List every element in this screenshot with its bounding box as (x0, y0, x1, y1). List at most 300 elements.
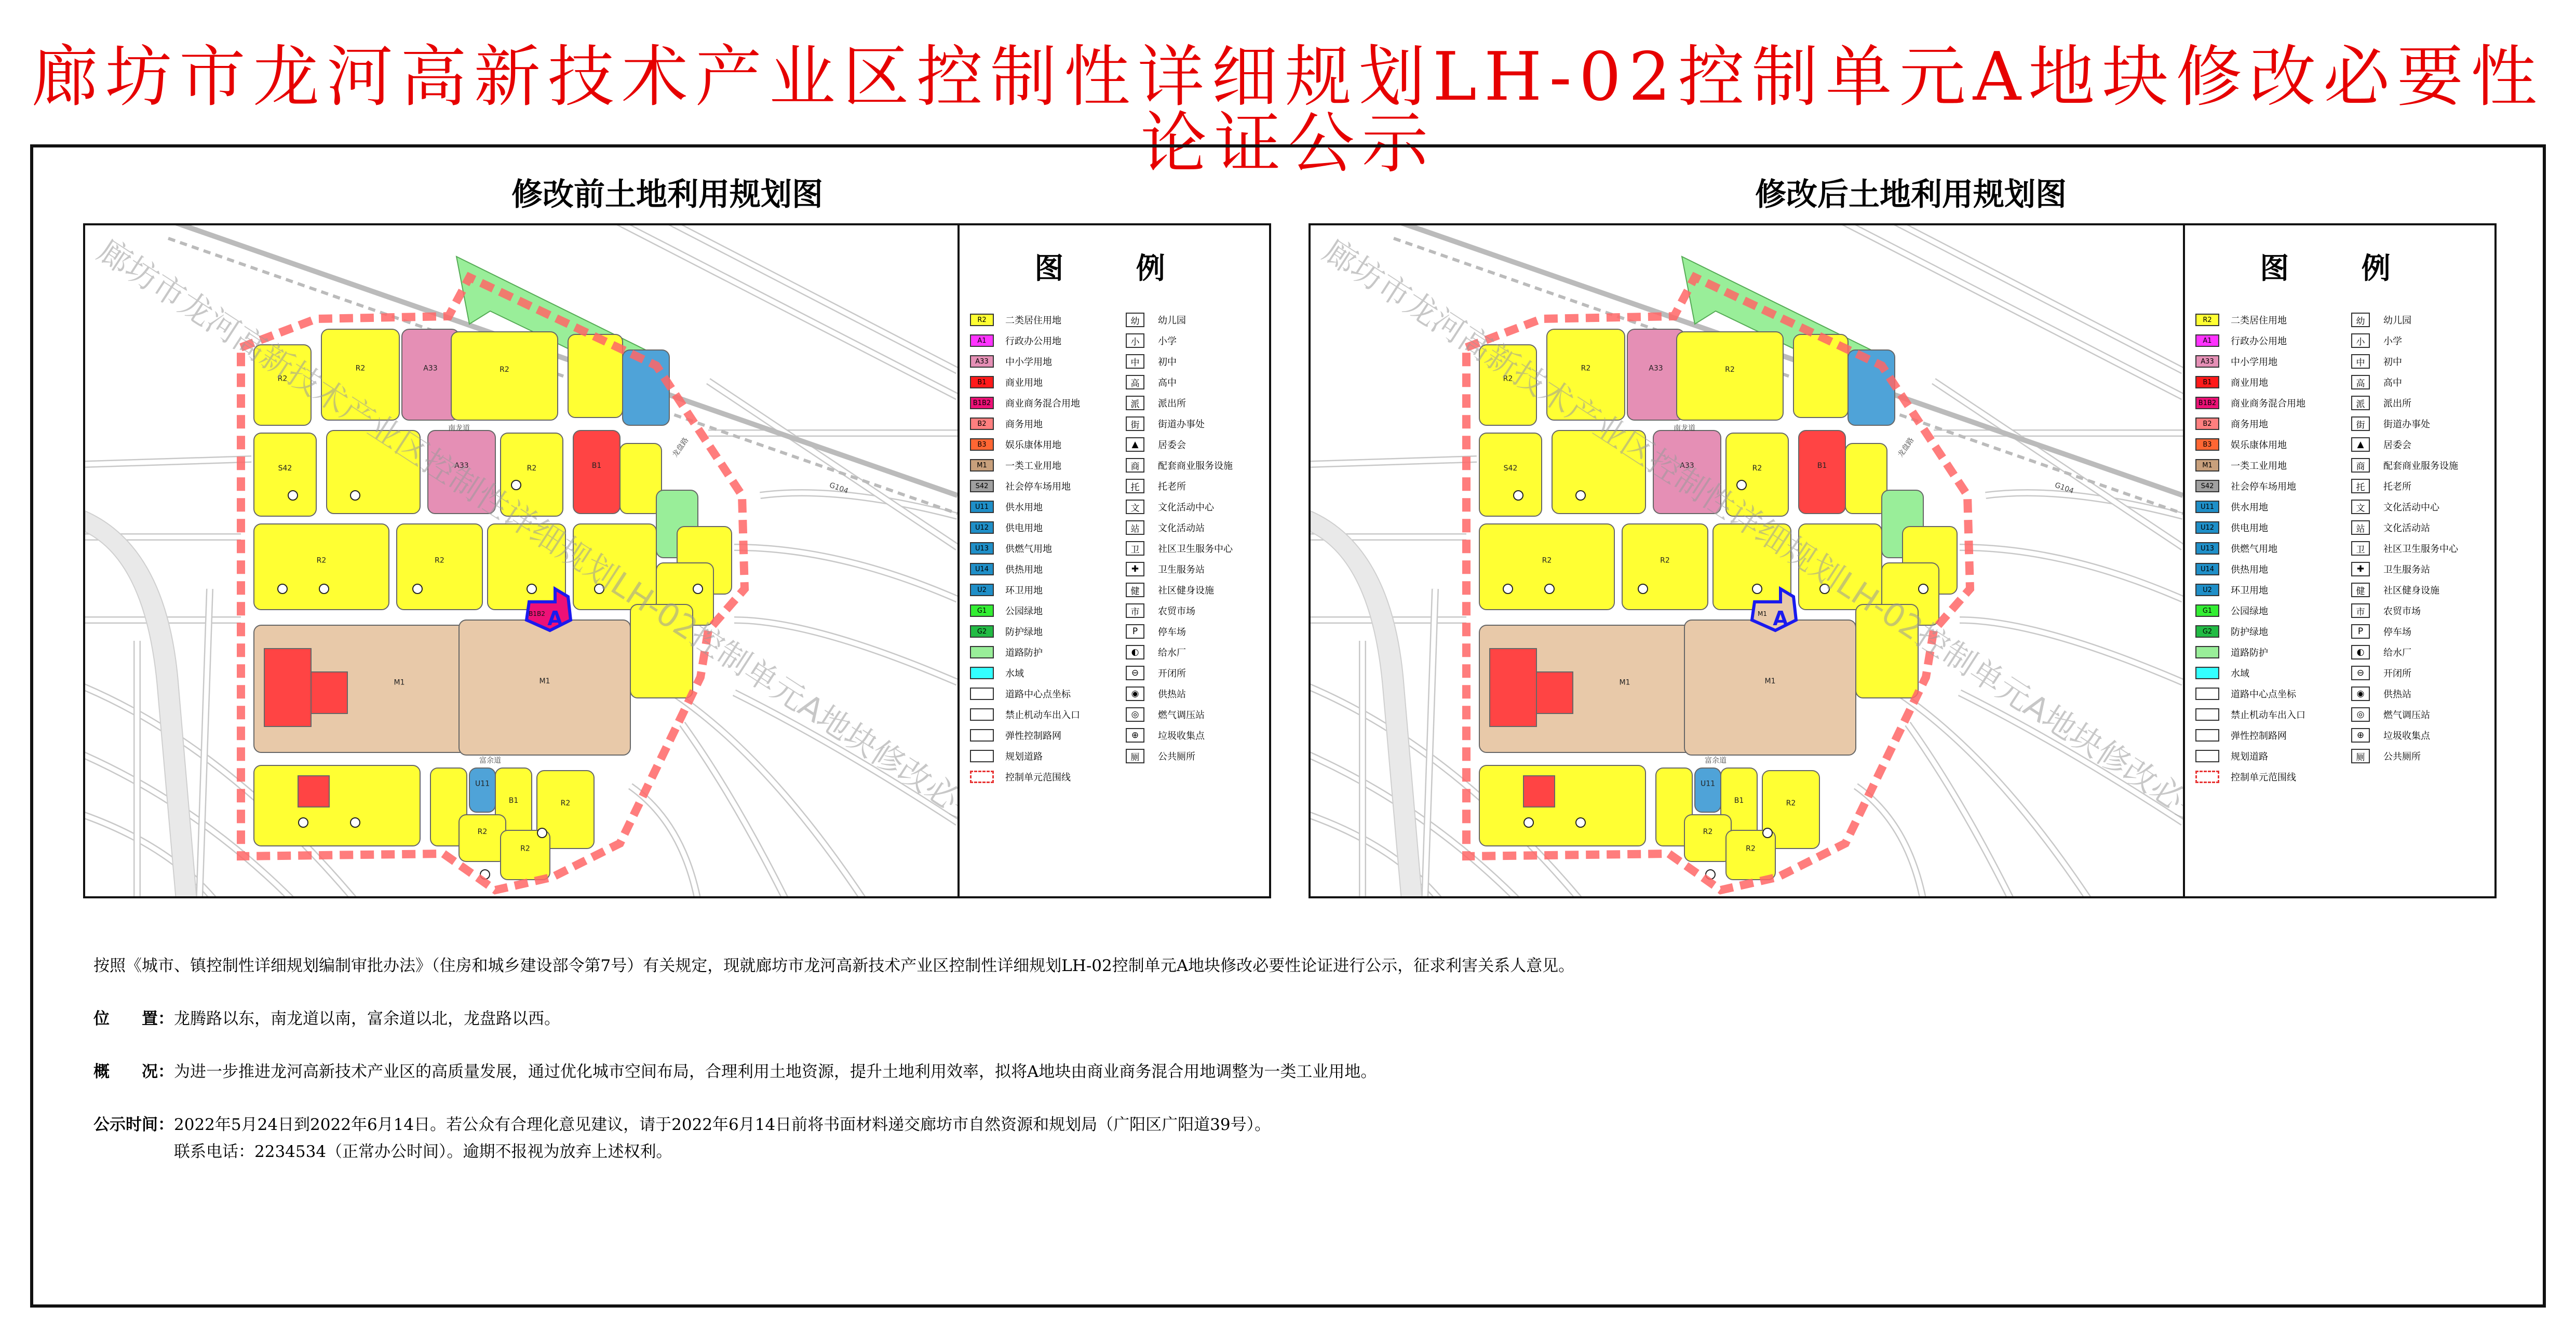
facility-symbol-icon: 街 (2351, 416, 2370, 431)
plot-a-letter-label: A (547, 607, 563, 630)
legend-item (2195, 704, 2305, 725)
legend-swatch (2195, 667, 2219, 679)
legend-swatch: U13 (2195, 542, 2219, 555)
legend-swatch: U14 (2195, 563, 2219, 575)
legend-item (970, 704, 1080, 725)
land-parcel (397, 524, 482, 610)
facility-symbol-icon: 中 (1126, 354, 1144, 369)
commercial-parcel (1490, 649, 1536, 726)
legend-label: 弹性控制路网 (1005, 731, 1061, 742)
facility-symbol-icon: ◉ (2351, 686, 2370, 701)
legend-label: 供热站 (1158, 689, 1186, 700)
parcel-code-label: S42 (1503, 464, 1518, 473)
parcel-code-label: R2 (1503, 374, 1513, 383)
legend-label: 道路防护 (1005, 648, 1043, 658)
legend-item (1126, 725, 1233, 746)
legend-swatch: A1 (2195, 334, 2219, 347)
land-parcel (1677, 332, 1783, 420)
commercial-parcel (1523, 776, 1555, 807)
road-name-label: G104 (2053, 481, 2075, 496)
legend-item (970, 351, 1080, 372)
land-use-map-svg (85, 225, 957, 896)
facility-symbol-icon (1514, 491, 1523, 500)
plot-a-code-label: M1 (1758, 610, 1767, 617)
road-name-label: 富余道 (1705, 757, 1727, 765)
legend-label: 小学 (1158, 336, 1177, 347)
legend-item (2195, 434, 2305, 455)
parcel-code-label: B1 (591, 462, 602, 470)
legend-swatch: U12 (970, 521, 994, 534)
legend-label: 道路中心点坐标 (2231, 689, 2296, 700)
parcel-code-label: R2 (1581, 364, 1591, 373)
legend-item (1126, 393, 1233, 413)
legend-label: 供热用地 (1005, 564, 1043, 575)
legend-item (1126, 455, 1233, 476)
legend-item (2351, 413, 2458, 434)
page-title: 廊坊市龙河高新技术产业区控制性详细规划LH-02控制单元A地块修改必要性论证公示 (31, 38, 2545, 182)
legend-label: 二类居住用地 (1005, 315, 1061, 326)
land-parcel (254, 524, 389, 610)
legend-item (2195, 683, 2305, 704)
legend-label: 卫生服务站 (2383, 564, 2430, 575)
parcel-code-label: R2 (520, 844, 530, 853)
facility-symbol-icon (1737, 480, 1746, 490)
facility-symbol-icon: 托 (1126, 479, 1144, 493)
facility-symbol-icon (537, 828, 547, 838)
legend-item (2351, 372, 2458, 393)
facility-symbol-icon: 高 (1126, 375, 1144, 389)
legend-label: 防护绿地 (2231, 627, 2268, 638)
legend-item (970, 413, 1080, 434)
legend-label: 社区卫生服务中心 (2383, 544, 2458, 555)
facility-symbol-icon: ⊖ (2351, 666, 2370, 680)
land-parcel (469, 768, 495, 812)
land-parcel (254, 433, 316, 516)
legend-swatch: B1 (2195, 376, 2219, 388)
facility-symbol-icon: ◐ (1126, 645, 1144, 659)
facility-symbol-icon: P (1126, 624, 1144, 639)
legend (2183, 225, 2494, 896)
facility-symbol-icon (511, 480, 521, 490)
parcel-code-label: R2 (435, 556, 444, 565)
land-use-map-svg (1311, 225, 2183, 896)
legend-swatch (2195, 708, 2219, 721)
legend-item (1126, 580, 1233, 600)
legend-item (2351, 309, 2458, 330)
legend-label: 防护绿地 (1005, 627, 1043, 638)
legend-label: 社区健身设施 (1158, 585, 1214, 596)
legend-label: 公园绿地 (1005, 606, 1043, 617)
parcel-code-label: A33 (1649, 364, 1663, 373)
facility-symbol-icon (1752, 584, 1762, 594)
facility-symbol-icon: ◎ (2351, 707, 2370, 722)
legend-swatch: G2 (2195, 625, 2219, 638)
legend-item (2195, 559, 2305, 580)
map-panel-before (83, 223, 1271, 898)
parcel-code-label: R2 (1542, 556, 1552, 565)
legend-item (970, 309, 1080, 330)
road-name-label: 富余道 (479, 757, 501, 765)
legend-item (2351, 455, 2458, 476)
road-name-label: 南龙道 (448, 424, 470, 433)
legend-item (2351, 476, 2458, 496)
legend-item (970, 372, 1080, 393)
legend-swatch: M1 (970, 459, 994, 472)
legend-item (970, 517, 1080, 538)
parcel-code-label: B1 (1817, 462, 1827, 470)
parcel-code-label: R2 (527, 464, 537, 473)
parcel-code-label: M1 (1764, 677, 1776, 685)
legend-label: 娱乐康体用地 (1005, 440, 1061, 451)
legend-item (1126, 538, 1233, 559)
facility-symbol-icon (319, 584, 329, 594)
parcel-code-label: S42 (278, 464, 292, 473)
legend-swatch: S42 (2195, 480, 2219, 492)
legend-item (1126, 683, 1233, 704)
legend-label: 商业用地 (1005, 378, 1043, 388)
facility-symbol-icon (350, 491, 360, 500)
legend-item (1126, 746, 1233, 766)
facility-symbol-icon: 幼 (2351, 313, 2370, 327)
legend-label: 文化活动站 (2383, 523, 2430, 534)
legend-label: 停车场 (1158, 627, 1186, 638)
facility-symbol-icon: P (2351, 624, 2370, 639)
legend-label: 二类居住用地 (2231, 315, 2287, 326)
legend-label: 商务用地 (2231, 419, 2268, 430)
legend-label: 供燃气用地 (2231, 544, 2277, 555)
period-text: 2022年5月24日到2022年6月14日。若公众有合理化意见建议，请于2022年6月14日前将书面材料递交廊坊市自然资源和规划局（广阳区广阳道39号）。 (174, 1115, 1271, 1134)
legend-label: 水域 (2231, 668, 2249, 679)
legend-item (2195, 725, 2305, 746)
legend-swatch: U14 (970, 563, 994, 575)
notice-overview (93, 1064, 1377, 1080)
legend-item (2351, 704, 2458, 725)
legend-swatch: U11 (2195, 501, 2219, 513)
legend-item (1126, 559, 1233, 580)
legend-item (1126, 496, 1233, 517)
legend-item (2351, 517, 2458, 538)
parcel-code-label: R2 (560, 799, 571, 807)
facility-symbol-icon (1763, 828, 1772, 838)
legend-item (970, 725, 1080, 746)
legend-swatch: M1 (2195, 459, 2219, 472)
legend-label: 环卫用地 (2231, 585, 2268, 596)
legend-label: 燃气调压站 (2383, 710, 2430, 721)
legend-item (2351, 559, 2458, 580)
commercial-parcel (311, 672, 347, 713)
legend-label: 行政办公用地 (1005, 336, 1061, 347)
legend-item (2351, 393, 2458, 413)
facility-symbol-icon (527, 584, 536, 594)
facility-symbol-icon: 市 (1126, 603, 1144, 618)
legend-swatch (970, 667, 994, 679)
facility-symbol-icon: 街 (1126, 416, 1144, 431)
facility-symbol-icon: 站 (2351, 520, 2370, 535)
facility-symbol-icon (693, 584, 703, 594)
notice-contact: 联系电话：2234534（正常办公时间）。逾期不报视为放弃上述权利。 (174, 1142, 672, 1161)
legend-item (2195, 351, 2305, 372)
legend-label: 社会停车场用地 (1005, 481, 1071, 492)
legend-item (2351, 580, 2458, 600)
parcel-code-label: U11 (475, 779, 490, 788)
legend-label: 一类工业用地 (2231, 461, 2287, 472)
parcel-code-label: A33 (454, 462, 469, 470)
legend-item (970, 663, 1080, 683)
parcel-code-label: A33 (1680, 462, 1694, 470)
facility-symbol-icon: 健 (1126, 583, 1144, 597)
legend-label: 一类工业用地 (1005, 461, 1061, 472)
legend-swatch: B2 (970, 418, 994, 430)
legend-label: 供水用地 (2231, 502, 2268, 513)
legend-label: 商业商务混合用地 (2231, 398, 2305, 409)
legend-label: 禁止机动车出入口 (2231, 710, 2305, 721)
legend-label: 卫生服务站 (1158, 564, 1205, 575)
facility-symbol-icon: 小 (2351, 333, 2370, 348)
legend-item (2195, 663, 2305, 683)
land-use-map (1311, 225, 2183, 896)
legend-label: 托老所 (2383, 481, 2411, 492)
legend-item (2351, 663, 2458, 683)
legend-item (970, 476, 1080, 496)
legend-item (2195, 330, 2305, 351)
legend-item (1126, 663, 1233, 683)
facility-symbol-icon (1638, 584, 1648, 594)
facility-symbol-icon: ⊕ (1126, 728, 1144, 743)
legend-label: 开闭所 (1158, 668, 1186, 679)
legend-label: 供燃气用地 (1005, 544, 1052, 555)
legend-swatch (970, 729, 994, 742)
map-panel-after (1309, 223, 2497, 898)
legend-label: 社会停车场用地 (2231, 481, 2296, 492)
legend-label: 规划道路 (1005, 751, 1043, 762)
legend-swatch: B2 (2195, 418, 2219, 430)
facility-symbol-icon: 站 (1126, 520, 1144, 535)
facility-symbol-icon: 中 (2351, 354, 2370, 369)
facility-symbol-icon: ▲ (1126, 437, 1144, 452)
legend-item (2351, 538, 2458, 559)
legend-swatch (970, 750, 994, 762)
legend-item (2195, 621, 2305, 642)
parcel-code-label: R2 (1725, 366, 1735, 374)
legend-item (1126, 642, 1233, 663)
legend-label: 供电用地 (1005, 523, 1043, 534)
legend-label: 环卫用地 (1005, 585, 1043, 596)
parcel-code-label: M1 (1619, 678, 1630, 687)
legend-label: 控制单元范围线 (2231, 772, 2296, 783)
legend-item (970, 746, 1080, 766)
land-parcel (623, 350, 669, 425)
land-parcel (573, 430, 620, 514)
legend-item (1126, 476, 1233, 496)
land-parcel (1695, 768, 1721, 812)
legend-swatch: U2 (2195, 584, 2219, 596)
parcel-code-label: B1 (508, 797, 519, 805)
overview-text: 为进一步推进龙河高新技术产业区的高质量发展，通过优化城市空间布局，合理利用土地资源，提升土地利用效率，拟将A地块由商业商务混合用地调整为一类工业用地。 (174, 1062, 1377, 1081)
legend-swatch (2195, 646, 2219, 658)
legend-label: 托老所 (1158, 481, 1186, 492)
legend-facility-column (1126, 309, 1233, 766)
legend-item (970, 766, 1080, 787)
legend-swatch: A1 (970, 334, 994, 347)
legend-swatch (2195, 729, 2219, 742)
legend-label: 社区卫生服务中心 (1158, 544, 1233, 555)
road-name-label: 南龙道 (1674, 424, 1695, 433)
legend-item (2351, 330, 2458, 351)
facility-symbol-icon (299, 818, 308, 827)
legend-label: 社区健身设施 (2383, 585, 2439, 596)
legend-label: 供电用地 (2231, 523, 2268, 534)
legend-title: 图 例 (1034, 251, 1196, 286)
land-parcel (451, 332, 558, 420)
legend-item (2351, 600, 2458, 621)
legend-item (1126, 621, 1233, 642)
legend-item (2195, 372, 2305, 393)
legend-item (970, 559, 1080, 580)
commercial-parcel (264, 649, 311, 726)
legend-label: 供热用地 (2231, 564, 2268, 575)
legend-item (970, 621, 1080, 642)
legend-item (2195, 580, 2305, 600)
facility-symbol-icon: 高 (2351, 375, 2370, 389)
facility-symbol-icon: 托 (2351, 479, 2370, 493)
facility-symbol-icon: 厕 (1126, 749, 1144, 763)
legend-label: 规划道路 (2231, 751, 2268, 762)
location-text: 龙腾路以东，南龙道以南，富余道以北，龙盘路以西。 (174, 1009, 560, 1028)
parcel-code-label: R2 (500, 366, 509, 374)
legend-label: 文化活动站 (1158, 523, 1205, 534)
legend-item (1126, 704, 1233, 725)
facility-symbol-icon: ◉ (1126, 686, 1144, 701)
legend-label: 行政办公用地 (2231, 336, 2287, 347)
land-parcel (1684, 620, 1856, 755)
legend-label: 供热站 (2383, 689, 2411, 700)
legend-swatch (970, 646, 994, 658)
legend-label: 道路中心点坐标 (1005, 689, 1071, 700)
legend-label: 文化活动中心 (2383, 502, 2439, 513)
legend-label: 街道办事处 (2383, 419, 2430, 430)
notice-period (93, 1117, 1271, 1133)
legend-facility-column (2351, 309, 2458, 766)
legend-item (1126, 351, 1233, 372)
legend-label: 配套商业服务设施 (2383, 461, 2458, 472)
legend-item (970, 538, 1080, 559)
facility-symbol-icon: 派 (2351, 396, 2370, 410)
legend-label: 农贸市场 (2383, 606, 2421, 617)
legend-swatch: U13 (970, 542, 994, 555)
land-parcel (1627, 329, 1684, 420)
legend-item (970, 393, 1080, 413)
legend-item (2351, 642, 2458, 663)
legend-label: 居委会 (1158, 440, 1186, 451)
parcel-code-label: A33 (423, 364, 438, 373)
legend-item (1126, 372, 1233, 393)
notice-location (93, 1011, 560, 1027)
legend-item (970, 580, 1080, 600)
legend-label: 供水用地 (1005, 502, 1043, 513)
road-name-label: G104 (828, 481, 849, 496)
commercial-parcel (298, 776, 329, 807)
legend-swatch: G1 (970, 604, 994, 617)
legend-item (970, 683, 1080, 704)
legend-swatch: B1 (970, 376, 994, 388)
legend-swatch (970, 708, 994, 721)
legend-label: 农贸市场 (1158, 606, 1195, 617)
legend-label: 初中 (2383, 357, 2402, 368)
facility-symbol-icon: 商 (2351, 458, 2370, 473)
parcel-code-label: B1 (1734, 797, 1744, 805)
facility-symbol-icon: 厕 (2351, 749, 2370, 763)
land-parcel (1479, 524, 1614, 610)
legend-label: 派出所 (1158, 398, 1186, 409)
legend-label: 娱乐康体用地 (2231, 440, 2287, 451)
map-title-after: 修改后土地利用规划图 (1755, 177, 2067, 213)
legend-swatch: B3 (2195, 438, 2219, 451)
parcel-code-label: R2 (277, 374, 288, 383)
legend-item (2195, 766, 2305, 787)
facility-symbol-icon (413, 584, 422, 594)
legend-swatch: B1B2 (2195, 397, 2219, 409)
parcel-code-label: R2 (1703, 828, 1713, 836)
parcel-code-label: M1 (539, 677, 550, 685)
legend-item (2351, 351, 2458, 372)
legend-label: 中小学用地 (1005, 357, 1052, 368)
road-name-label: 龙盘路 (671, 436, 691, 459)
land-parcel (254, 765, 420, 846)
facility-symbol-icon: ◎ (1126, 707, 1144, 722)
legend-item (2351, 683, 2458, 704)
legend-landuse-column (970, 309, 1080, 787)
legend-item (2351, 725, 2458, 746)
land-parcel (1622, 524, 1708, 610)
legend-label: 商业商务混合用地 (1005, 398, 1080, 409)
legend-swatch: A33 (2195, 355, 2219, 368)
legend-item (2195, 476, 2305, 496)
legend-item (2195, 642, 2305, 663)
legend-item (2195, 413, 2305, 434)
legend-item (2195, 496, 2305, 517)
parcel-code-label: U11 (1700, 779, 1716, 788)
facility-symbol-icon: 市 (2351, 603, 2370, 618)
land-parcel (459, 620, 630, 755)
facility-symbol-icon (350, 818, 360, 827)
legend-label: 中小学用地 (2231, 357, 2277, 368)
parcel-code-label: R2 (316, 556, 327, 565)
land-use-map (85, 225, 957, 896)
land-parcel (1848, 350, 1895, 425)
legend-swatch (2195, 750, 2219, 762)
legend-swatch (2195, 771, 2219, 783)
legend-landuse-column (2195, 309, 2305, 787)
plot-a-letter-label: A (1773, 607, 1788, 630)
legend-item (2195, 309, 2305, 330)
legend-label: 垃圾收集点 (1158, 731, 1205, 742)
facility-symbol-icon (278, 584, 287, 594)
map-title-before: 修改前土地利用规划图 (511, 177, 823, 213)
legend-label: 居委会 (2383, 440, 2411, 451)
legend-label: 水域 (1005, 668, 1024, 679)
parcel-code-label: R2 (1660, 556, 1670, 565)
location-label: 位 置： (93, 1009, 174, 1028)
parcel-code-label: R2 (477, 828, 488, 836)
legend-item (2195, 455, 2305, 476)
legend-item (970, 600, 1080, 621)
land-parcel (1479, 765, 1646, 846)
legend-label: 停车场 (2383, 627, 2411, 638)
legend-label: 配套商业服务设施 (1158, 461, 1233, 472)
legend-swatch: A33 (970, 355, 994, 368)
legend-swatch: U12 (2195, 521, 2219, 534)
legend-label: 派出所 (2383, 398, 2411, 409)
